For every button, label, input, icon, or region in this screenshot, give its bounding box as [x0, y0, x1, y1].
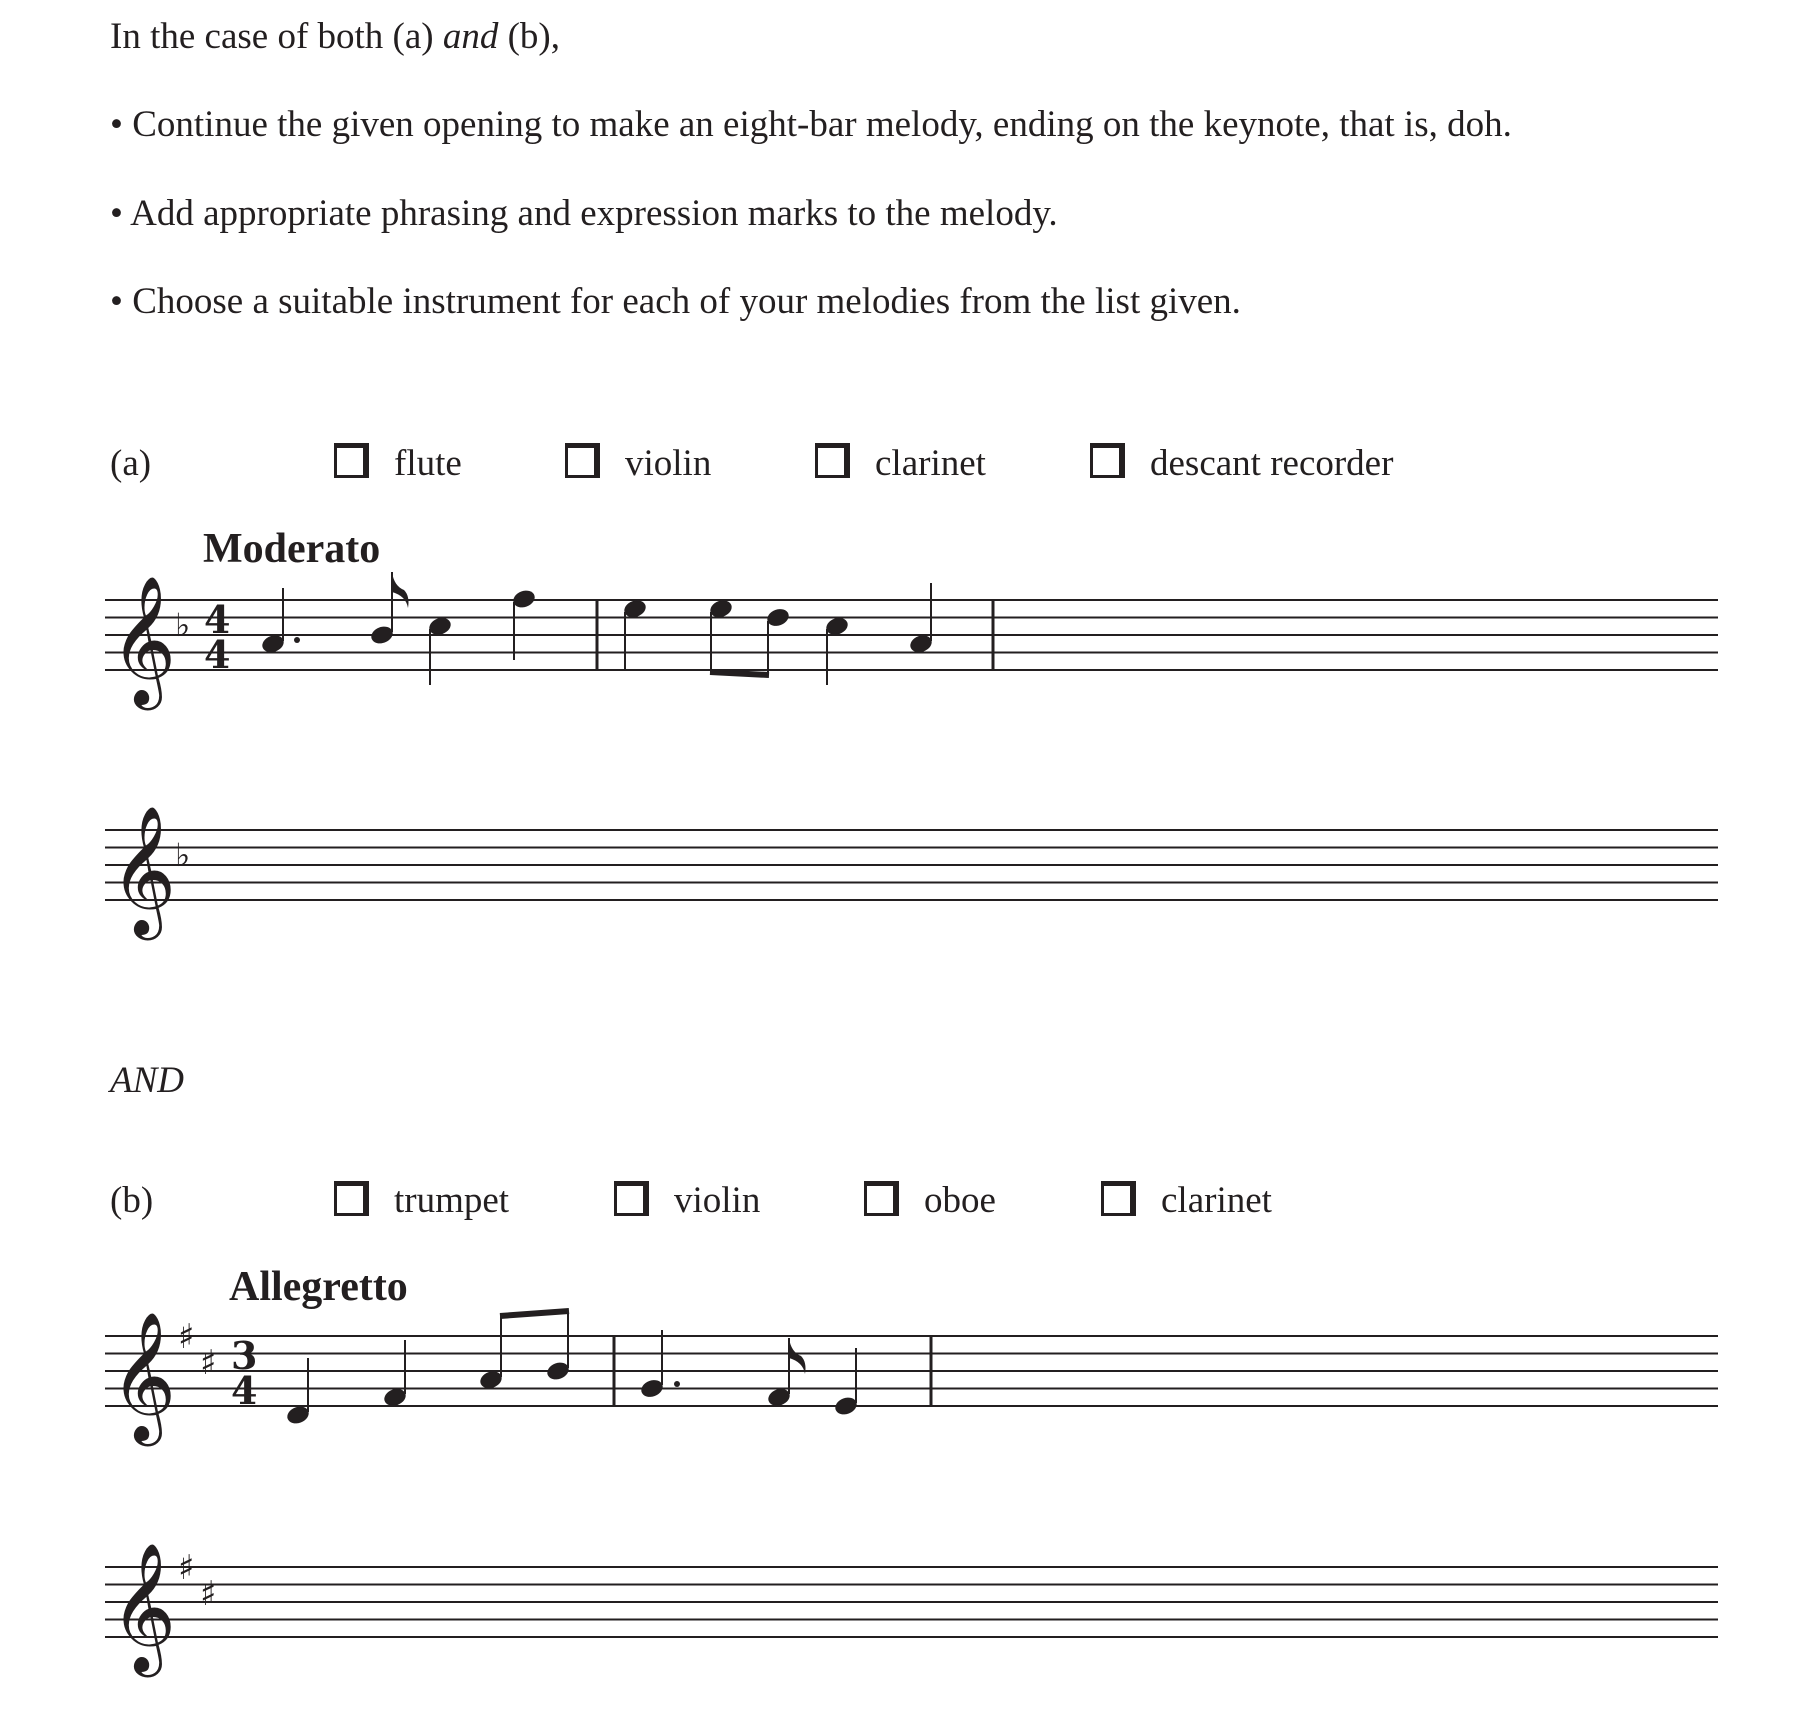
time-sig-bottom: 4 — [204, 632, 231, 677]
intro-pre: In the case of both (a) — [110, 16, 443, 57]
sharp-icon: ♯ — [178, 1548, 195, 1588]
option-violin[interactable]: violin — [674, 1180, 761, 1221]
option-trumpet[interactable]: trumpet — [394, 1180, 510, 1221]
staff-a-opening — [0, 560, 1818, 720]
checkbox-icon[interactable] — [1101, 1181, 1136, 1216]
note — [545, 1311, 571, 1382]
intro-line — [110, 18, 560, 55]
staff-lines — [105, 1567, 1718, 1637]
staff-lines — [105, 1336, 1718, 1406]
note — [427, 615, 453, 685]
instruction-bullet-1: • Continue the given opening to make an eight-bar melody, ending on the keynote, that is, doh. — [110, 104, 1512, 145]
beam — [710, 672, 769, 675]
note — [260, 588, 300, 655]
tempo-marking-a: Moderato — [203, 526, 381, 572]
note — [908, 583, 934, 655]
option-flute[interactable]: flute — [394, 443, 462, 484]
part-a-label: (a) — [110, 443, 152, 484]
sharp-icon: ♯ — [200, 1574, 217, 1614]
instruction-bullet-2: • Add appropriate phrasing and expression marks to the melody. — [110, 193, 1058, 234]
checkbox-icon[interactable] — [815, 443, 850, 478]
option-oboe[interactable]: oboe — [924, 1180, 996, 1221]
sharp-icon: ♯ — [178, 1317, 195, 1357]
treble-clef-icon: 𝄞 — [110, 1311, 177, 1441]
flat-icon: ♭ — [175, 836, 191, 874]
tempo-marking-b: Allegretto — [229, 1264, 408, 1310]
checkbox-icon[interactable] — [565, 443, 600, 478]
part-b-label: (b) — [110, 1180, 154, 1221]
checkbox-icon[interactable] — [1090, 443, 1125, 478]
treble-clef-icon: 𝄞 — [110, 805, 177, 935]
checkbox-icon[interactable] — [864, 1181, 899, 1216]
flat-icon: ♭ — [175, 606, 191, 644]
note — [766, 1338, 806, 1409]
note — [824, 615, 850, 685]
sharp-icon: ♯ — [200, 1343, 217, 1383]
option-clarinet[interactable]: clarinet — [875, 443, 986, 484]
time-sig-top: 4 — [204, 597, 231, 642]
staff-b-opening — [0, 1296, 1818, 1456]
note — [511, 588, 537, 660]
note — [382, 1340, 408, 1409]
intro-emphasis: and — [442, 16, 499, 57]
checkbox-icon[interactable] — [334, 443, 369, 478]
intro-post: (b), — [498, 16, 561, 57]
option-violin[interactable]: violin — [625, 443, 712, 484]
staff-a-blank — [0, 790, 1818, 950]
checkbox-icon[interactable] — [614, 1181, 649, 1216]
beam — [500, 1311, 569, 1316]
staff-lines — [105, 600, 1718, 670]
and-connector: AND — [110, 1060, 184, 1101]
staff-lines — [105, 830, 1718, 900]
option-clarinet[interactable]: clarinet — [1161, 1180, 1272, 1221]
instruction-bullet-3: • Choose a suitable instrument for each of your melodies from the list given. — [110, 281, 1241, 322]
option-descant-recorder[interactable]: descant recorder — [1150, 443, 1394, 484]
note — [765, 606, 791, 675]
note — [622, 598, 648, 670]
treble-clef-icon: 𝄞 — [110, 1542, 177, 1672]
note — [285, 1358, 311, 1426]
note — [833, 1348, 859, 1417]
time-sig-top: 3 — [231, 1333, 258, 1378]
staff-b-blank — [0, 1527, 1818, 1687]
treble-clef-icon: 𝄞 — [110, 575, 177, 705]
time-sig-bottom: 4 — [231, 1368, 258, 1413]
checkbox-icon[interactable] — [334, 1181, 369, 1216]
